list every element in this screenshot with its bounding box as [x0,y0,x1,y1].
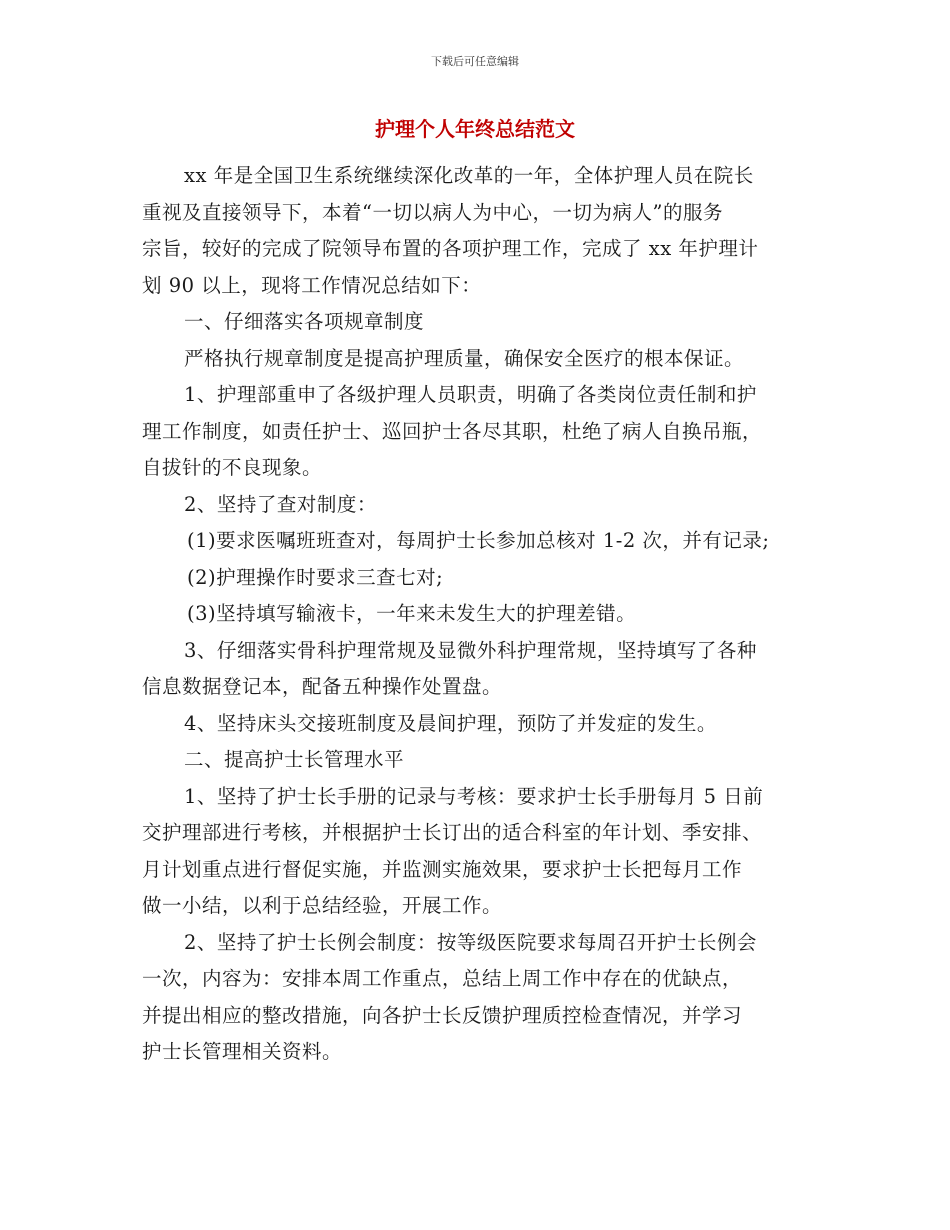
text-line: 宗旨，较好的完成了院领导布置的各项护理工作，完成了 xx 年护理计 [142,237,759,260]
text-line: 一、仔细落实各项规章制度 [184,310,425,333]
text-line: 信息数据登记本，配备五种操作处置盘。 [142,675,503,698]
sub-list-item [142,523,812,560]
text-line: xx 年是全国卫生系统继续深化改革的一年，全体护理人员在院长 [184,164,754,187]
text-line: 理工作制度，如责任护士、巡回护士各尽其职，杜绝了病人自换吊瓶， [142,419,763,443]
text-line: 护士长管理相关资料。 [142,1040,343,1063]
list-item [142,779,812,925]
list-item [142,633,812,706]
section-heading [142,742,812,779]
text-line: 严格执行规章制度是提高护理质量，确保安全医疗的根本保证。 [184,346,745,370]
text-line: 交护理部进行考核，并根据护士长订出的适合科室的年计划、季安排、 [142,821,763,844]
text-line: 一次，内容为：安排本周工作重点，总结上周工作中存在的优缺点， [142,967,743,990]
intro-paragraph [142,158,812,304]
text-line: 1、坚持了护士长手册的记录与考核：要求护士长手册每月 5 日前 [184,784,764,808]
list-item [142,706,812,743]
list-item [142,925,812,1071]
text-line: (2)护理操作时要求三查七对; [187,565,444,589]
text-line: 二、提高护士长管理水平 [184,748,405,771]
text-line: 3、仔细落实骨科护理常规及显微外科护理常规，坚持填写了各种 [184,638,757,662]
document-body [142,158,812,1071]
text-line: 4、坚持床头交接班制度及晨间护理，预防了并发症的发生。 [184,711,717,735]
text-line: 自拔针的不良现象。 [142,456,323,479]
text-line: 做一小结，以利于总结经验，开展工作。 [142,894,503,917]
sub-list-item [142,560,812,597]
text-line: 2、坚持了查对制度： [184,492,377,516]
list-item [142,377,812,487]
text-line: 并提出相应的整改措施，向各护士长反馈护理质控检查情况，并学习 [142,1003,743,1027]
text-line: 月计划重点进行督促实施，并监测实施效果，要求护士长把每月工作 [142,857,743,881]
text-line: 划 90 以上，现将工作情况总结如下： [142,273,482,297]
text-line: (1)要求医嘱班班查对，每周护士长参加总核对 1-2 次，并有记录; [187,529,770,552]
text-line: 2、坚持了护士长例会制度：按等级医院要求每周召开护士长例会 [184,930,757,954]
section-heading [142,304,812,341]
document-title: 护理个人年终总结范文 [375,117,575,141]
paragraph [142,341,812,378]
text-line: 重视及直接领导下，本着“一切以病人为中心，一切为病人”的服务 [142,200,723,224]
header-note: 下载后可任意编辑 [431,55,519,68]
list-item [142,487,812,524]
text-line: (3)坚持填写输液卡，一年来未发生大的护理差错。 [187,602,637,625]
sub-list-item [142,596,812,633]
text-line: 1、护理部重申了各级护理人员职责，明确了各类岗位责任制和护 [184,383,757,406]
